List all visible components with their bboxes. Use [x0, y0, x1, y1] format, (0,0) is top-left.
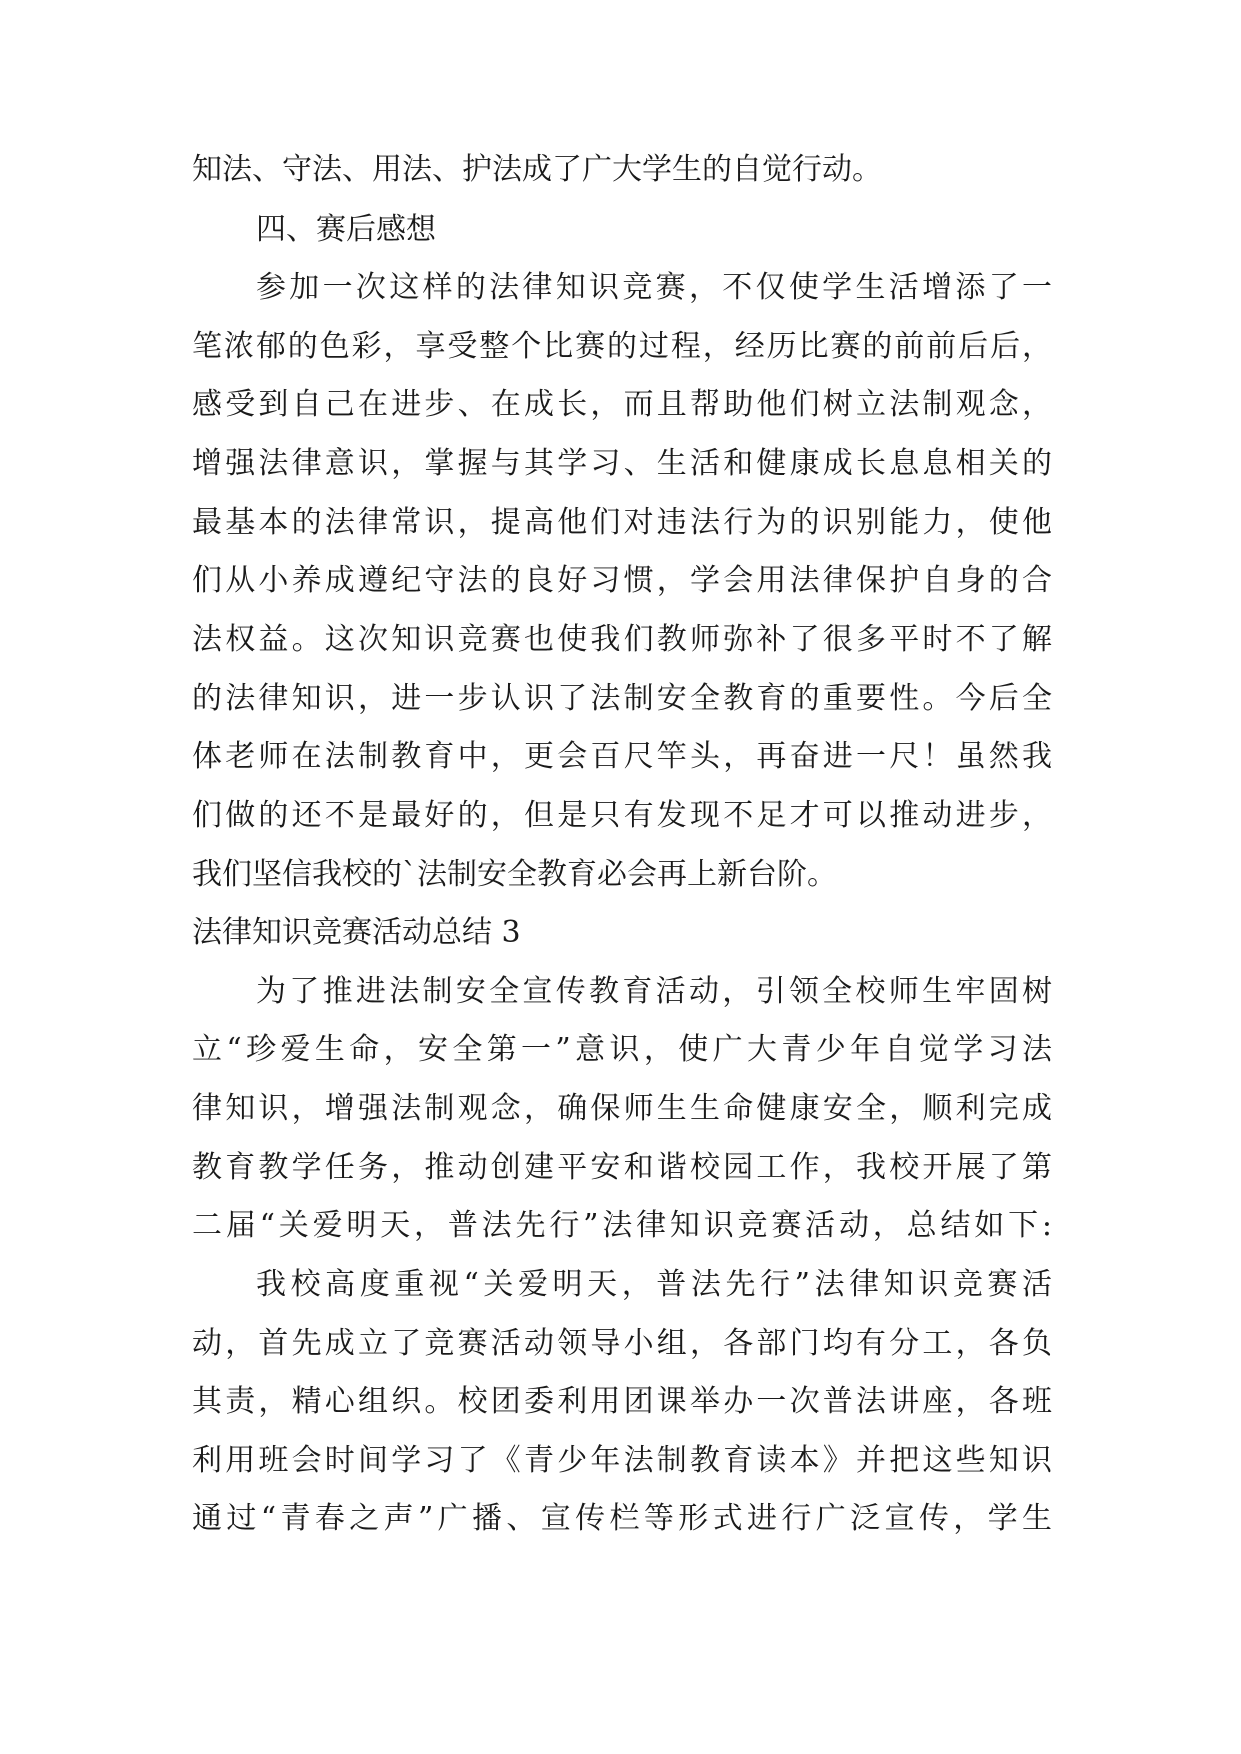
text-line: 教育教学任务，推动创建平安和谐校园工作，我校开展了第	[192, 1150, 1052, 1185]
text-line: 其责，精心组织。校团委利用团课举办一次普法讲座，各班	[192, 1384, 1052, 1419]
text-line: 立“珍爱生命，安全第一”意识，使广大青少年自觉学习法	[192, 1032, 1052, 1067]
text-line: 律知识，增强法制观念，确保师生生命健康安全，顺利完成	[192, 1091, 1052, 1126]
text-line: 利用班会时间学习了《青少年法制教育读本》并把这些知识	[192, 1443, 1052, 1478]
text-line: 感受到自己在进步、在成长，而且帮助他们树立法制观念，	[192, 387, 1052, 422]
text-line: 二届“关爱明天，普法先行”法律知识竞赛活动，总结如下:	[192, 1208, 1052, 1243]
text-line: 动，首先成立了竞赛活动领导小组，各部门均有分工，各负	[192, 1326, 1052, 1361]
text-line: 增强法律意识，掌握与其学习、生活和健康成长息息相关的	[192, 446, 1052, 481]
text-line: 知法、守法、用法、护法成了广大学生的自觉行动。	[192, 152, 882, 187]
text-line: 笔浓郁的色彩，享受整个比赛的过程，经历比赛的前前后后，	[192, 329, 1052, 364]
section-heading: 四、赛后感想	[256, 212, 436, 247]
text-line: 我校高度重视“关爱明天，普法先行”法律知识竞赛活	[256, 1267, 1052, 1302]
text-line: 们做的还不是最好的，但是只有发现不足才可以推动进步，	[192, 798, 1052, 833]
text-line: 体老师在法制教育中，更会百尺竿头，再奋进一尺！虽然我	[192, 739, 1052, 774]
text-line: 我们坚信我校的`法制安全教育必会再上新台阶。	[192, 857, 837, 892]
section-title: 法律知识竞赛活动总结 3	[192, 915, 521, 950]
text-line: 最基本的法律常识，提高他们对违法行为的识别能力，使他	[192, 505, 1052, 540]
text-line: 为了推进法制安全宣传教育活动，引领全校师生牢固树	[256, 974, 1052, 1009]
text-line: 法权益。这次知识竞赛也使我们教师弥补了很多平时不了解	[192, 622, 1052, 657]
text-line: 参加一次这样的法律知识竞赛，不仅使学生活增添了一	[256, 270, 1052, 305]
text-line: 的法律知识，进一步认识了法制安全教育的重要性。今后全	[192, 681, 1052, 716]
text-line: 通过“青春之声”广播、宣传栏等形式进行广泛宣传，学生	[192, 1501, 1052, 1536]
text-line: 们从小养成遵纪守法的良好习惯，学会用法律保护自身的合	[192, 563, 1052, 598]
